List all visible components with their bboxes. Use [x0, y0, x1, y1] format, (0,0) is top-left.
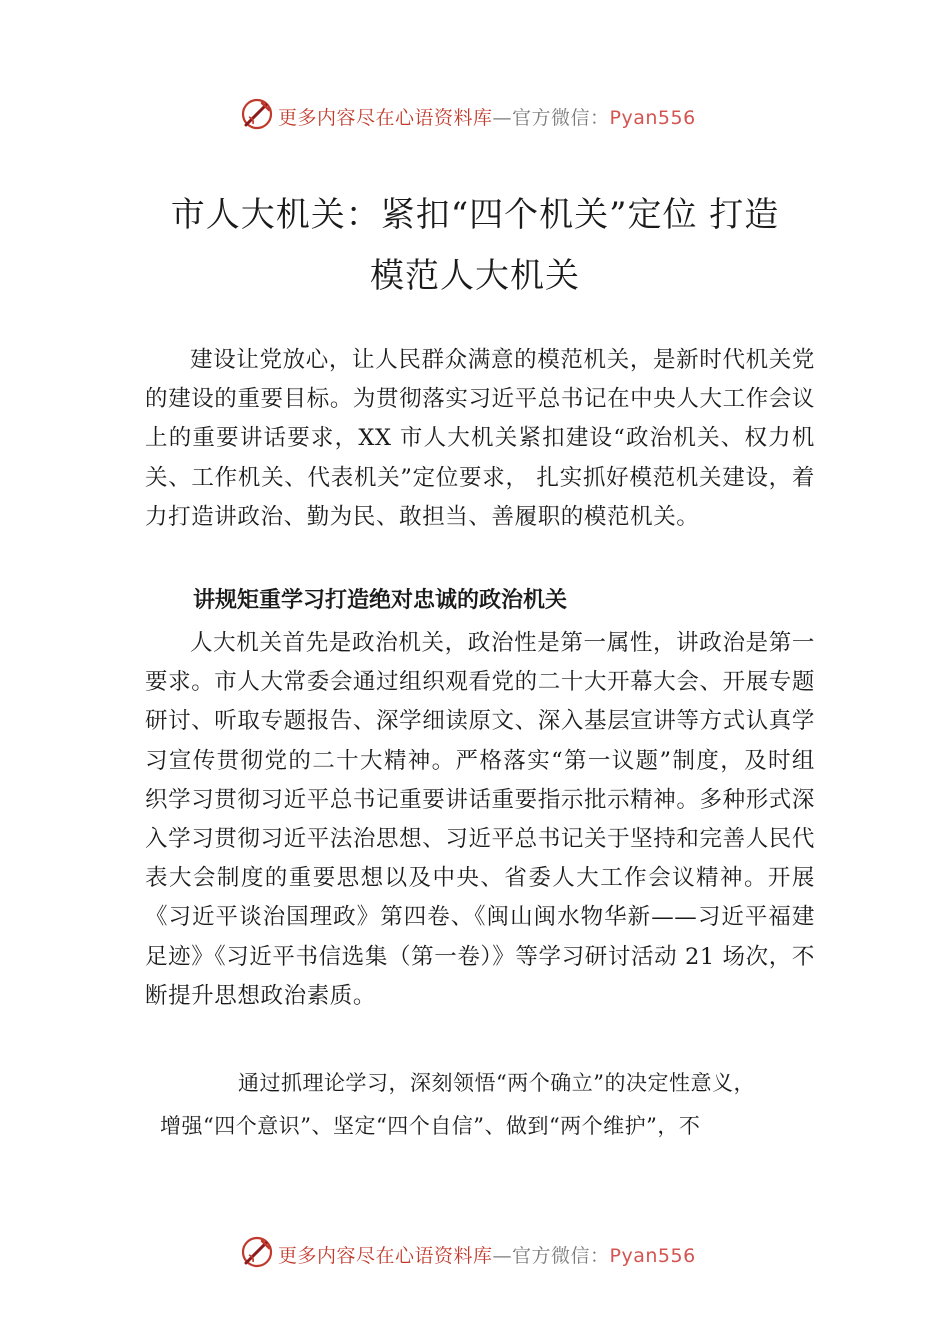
watermark-text [278, 103, 696, 130]
watermark-label: 官方微信： [512, 107, 610, 129]
watermark-text [278, 1241, 696, 1268]
header-watermark [0, 95, 950, 135]
pen-logo-icon [240, 1235, 274, 1269]
watermark-brand: 更多内容尽在心语资料库 [278, 107, 493, 129]
watermark-id: Pyan556 [609, 1245, 696, 1267]
continued-line-2: 增强“四个意识”、坚定“四个自信”、做到“两个维护”，不 [160, 1114, 701, 1138]
watermark-id: Pyan556 [609, 107, 696, 129]
watermark-label: 官方微信： [512, 1245, 610, 1267]
continued-paragraph [145, 1062, 825, 1148]
watermark-separator: — [492, 1245, 513, 1267]
continued-line-1: 通过抓理论学习，深刻领悟“两个确立”的决定性意义， [238, 1071, 755, 1095]
watermark-separator: — [492, 107, 513, 129]
intro-paragraph: 建设让党放心，让人民群众满意的模范机关，是新时代机关党的建设的重要目标。为贯彻落实习近平总书记在中央人大工作会议上的重要讲话要求，XX 市人大机关紧扣建设“政治机关、权力机关、工作机关、代表机关”定位要求， 扎实抓好模范机关建设，着力打造讲政治、勤为民、敢担当、善履职的模范机关。 [145, 347, 815, 530]
page-title-line-2: 模范人大机关 [370, 256, 580, 296]
section-heading: 讲规矩重学习打造绝对忠诚的政治机关 [193, 588, 568, 613]
footer-watermark [0, 1233, 950, 1273]
body-paragraph: 人大机关首先是政治机关，政治性是第一属性，讲政治是第一要求。市人大常委会通过组织观看党的二十大开幕大会、开展专题研讨、听取专题报告、深学细读原文、深入基层宣讲等方式认真学习宣传贯彻党的二十大精神。严格落实“第一议题”制度，及时组织学习贯彻习近平总书记重要讲话重要指示批示精神。多种形式深入学习贯彻习近平法治思想、习近平总书记关于坚持和完善人民代表大会制度的重要思想以及中央、省委人大工作会议精神。开展《习近平谈治国理政》第四卷、《闽山闽水物华新——习近平福建足迹》《习近平书信选集（第一卷）》等学习研讨活动 21 场次，不断提升思想政治素质。 [145, 630, 815, 1009]
pen-logo-icon [240, 97, 274, 131]
page-title-line-1: 市人大机关：紧扣“四个机关”定位 打造 [170, 195, 780, 235]
watermark-brand: 更多内容尽在心语资料库 [278, 1245, 493, 1267]
